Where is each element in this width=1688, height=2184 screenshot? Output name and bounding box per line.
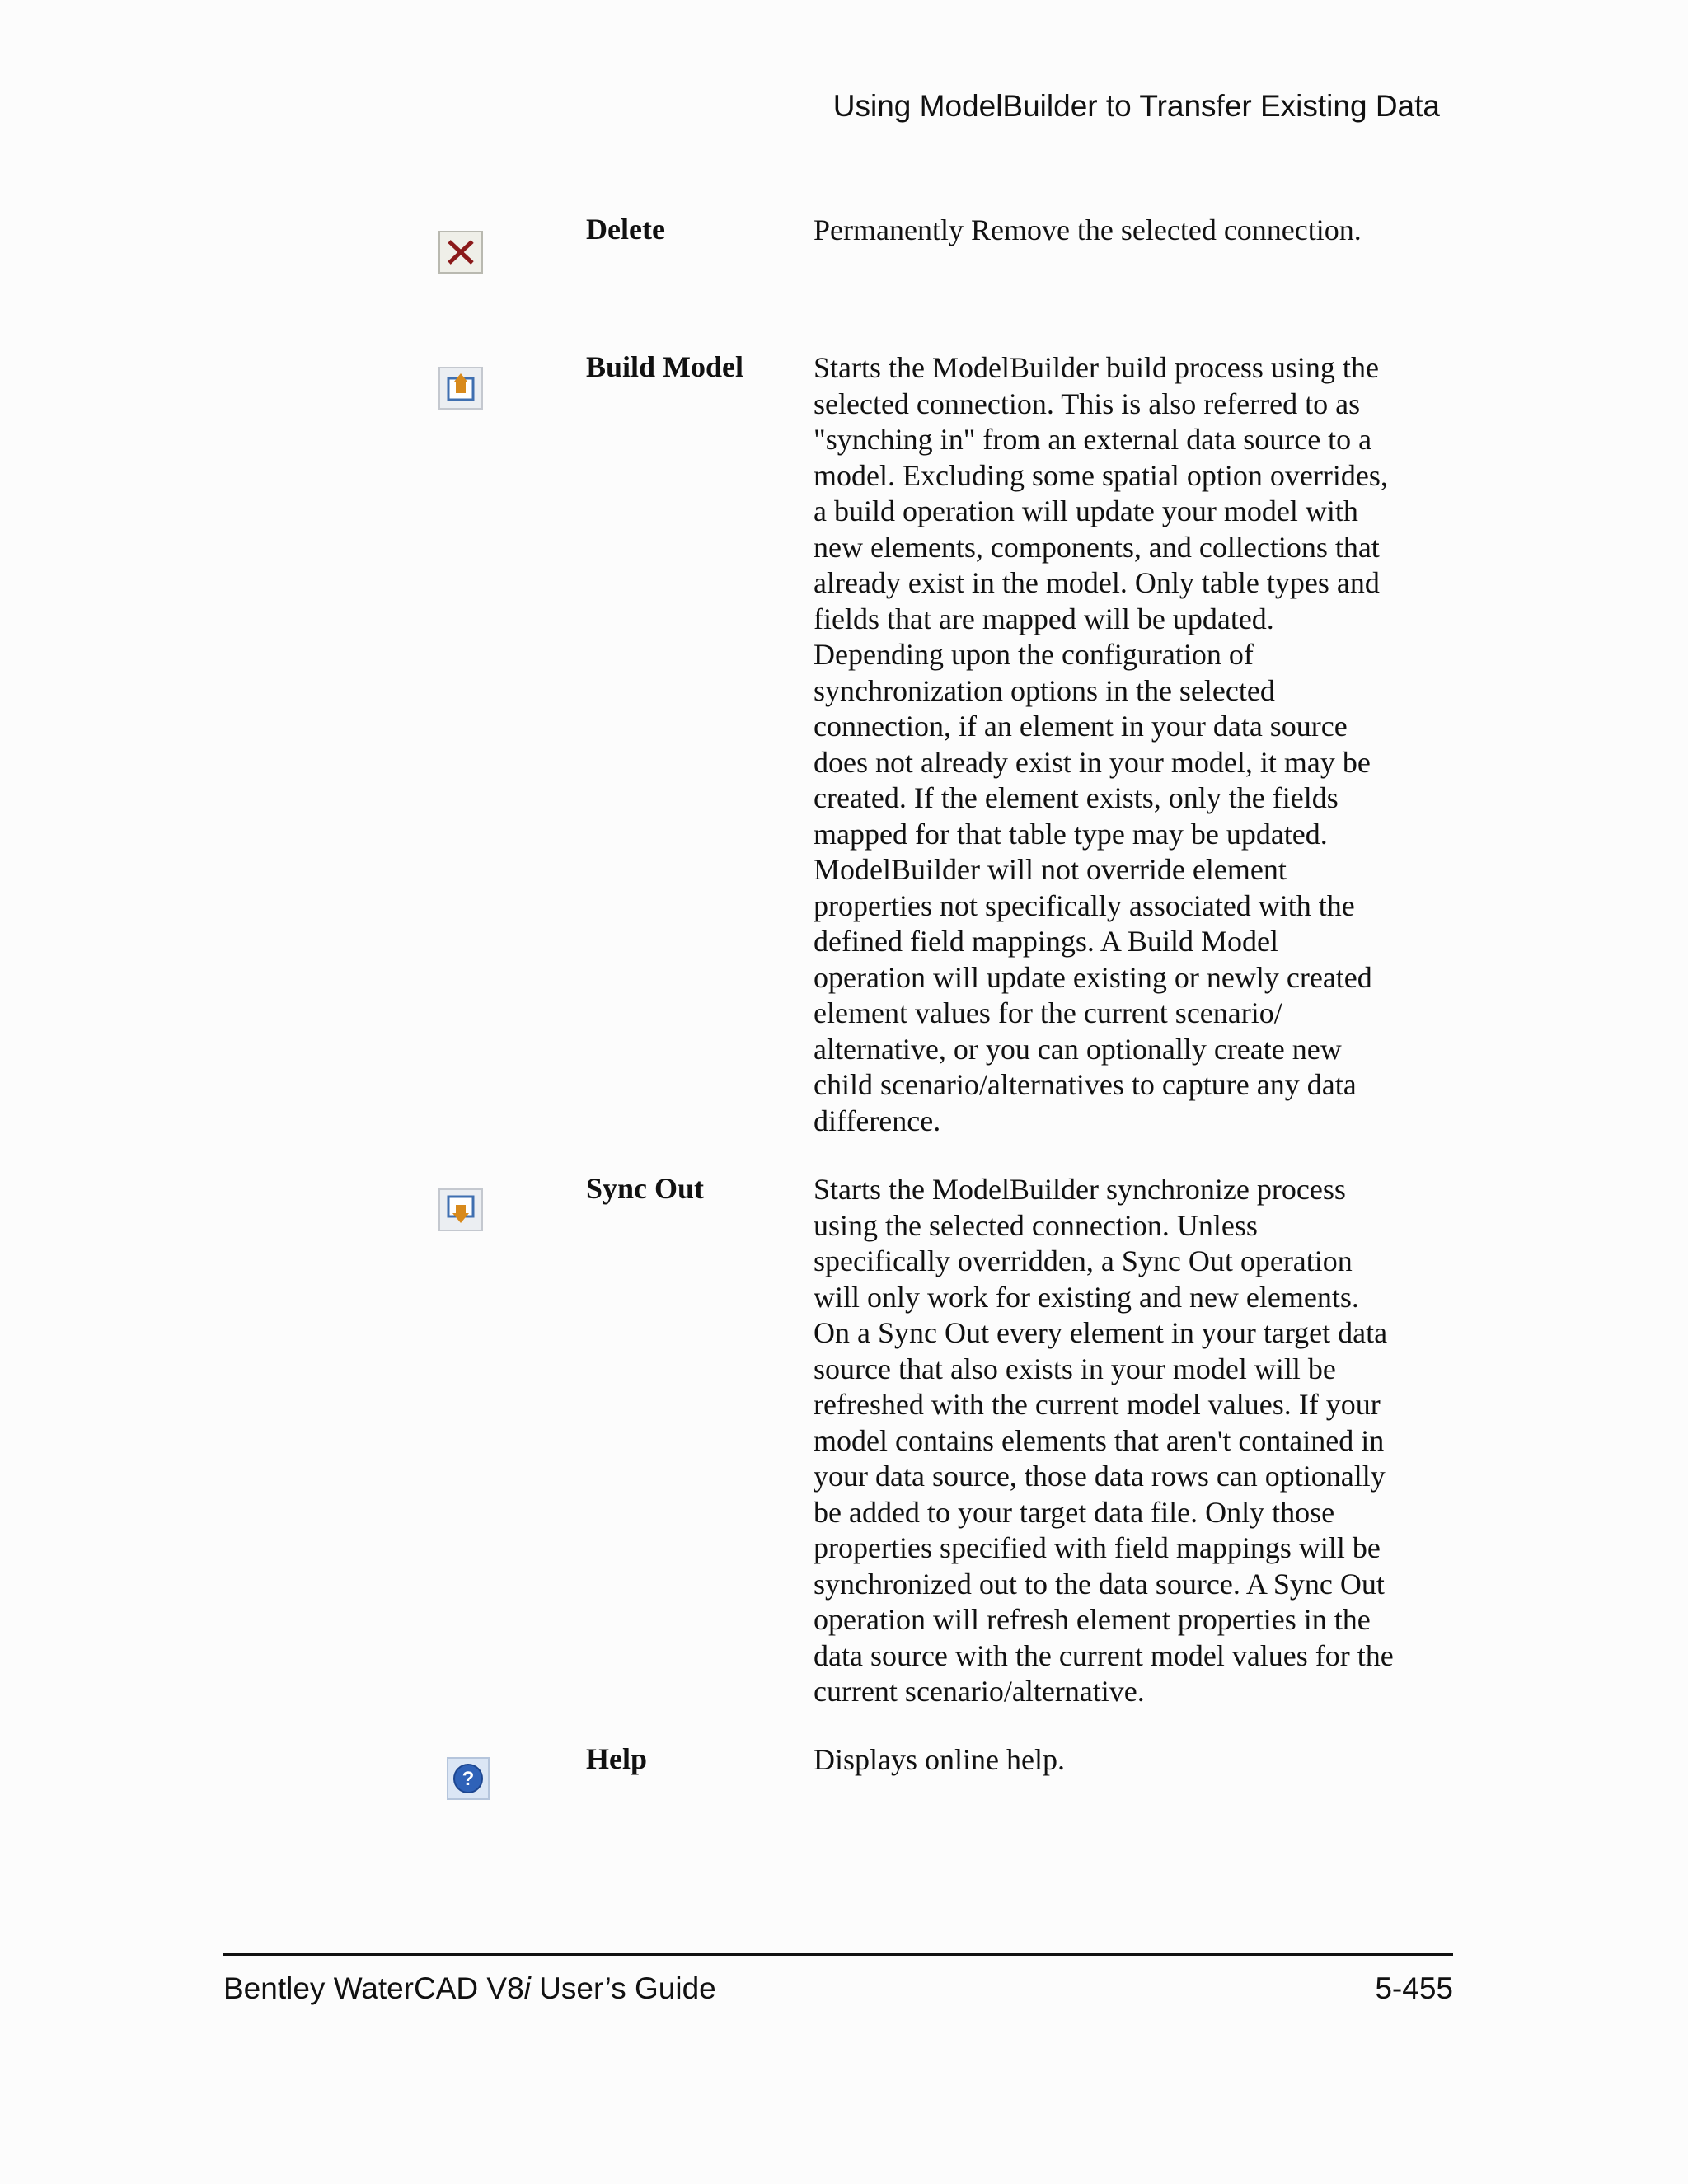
help-icon	[447, 1757, 490, 1804]
footer-guide-title	[223, 1971, 716, 2006]
footer-title-italic: i	[523, 1971, 531, 2005]
footer-title-prefix: Bentley WaterCAD V8	[223, 1971, 524, 2005]
footer-title-suffix: User’s Guide	[530, 1971, 716, 2005]
entry-term: Delete	[586, 213, 665, 246]
entry-description: Starts the ModelBuilder synchronize process using the selected connection. Unless specifically overridden, a Sync Out operation will only work for existing and new elements. On a Sync Out every element in your target data source that also exists in your model will be refreshed with the current model values. If your model contains elements that aren't contained in your data source, those data rows can optionally be added to your target data file. Only those properties specified with field mappings will be synchronized out to the data source. A Sync Out operation will refresh element properties in the data source with the current model values for the current scenario/alternative.	[814, 1173, 1394, 1708]
page-number: 5-455	[1375, 1971, 1453, 2005]
svg-text:?: ?	[462, 1768, 475, 1790]
entry-term: Help	[586, 1742, 648, 1775]
entry-description: Starts the ModelBuilder build process using the selected connection. This is also referred to as "synching in" from an external data source to a model. Excluding some spatial option overrides, a build operation will update your model with new elements, components, and collections that already exist in the model. Only table types and fields that are mapped will be updated. Depending upon the configuration of synchronization options in the selected connection, if an element in your data source does not already exist in your model, it may be created. If the element exists, only the fields mapped for that table type may be updated. ModelBuilder will not override element properties not specifically associated with the defined field mappings. A Build Model operation will update existing or newly created element values for the current scenario/ alternative, or you can optionally create new child scenario/alternatives to capture any data difference.	[814, 351, 1388, 1137]
running-header: Using ModelBuilder to Transfer Existing Data	[832, 89, 1440, 123]
entry-description: Displays online help.	[814, 1743, 1065, 1776]
delete-icon	[438, 231, 483, 278]
entry-term: Build Model	[586, 350, 744, 383]
build-model-icon	[438, 367, 483, 414]
entry-description: Permanently Remove the selected connection.	[814, 213, 1362, 246]
sync-out-icon	[438, 1188, 483, 1235]
entry-term: Sync Out	[586, 1172, 705, 1205]
footer-rule	[223, 1953, 1453, 1956]
